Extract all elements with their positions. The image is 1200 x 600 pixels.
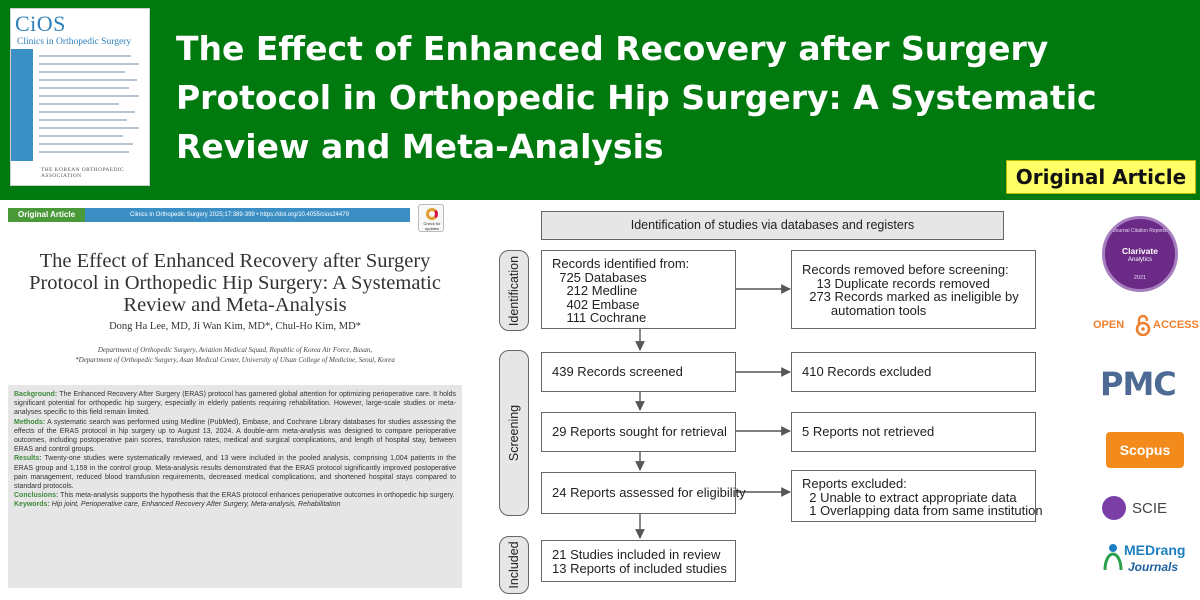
- article-type-label: Original Article: [8, 208, 85, 222]
- cover-society-name: THE KOREAN ORTHOPAEDIC ASSOCIATION: [41, 167, 125, 179]
- open-access-badge[interactable]: [1093, 310, 1199, 340]
- records-excluded-box: [791, 352, 1036, 392]
- box-text: 29 Reports sought for retrieval: [552, 424, 727, 439]
- scie-badge[interactable]: [1102, 496, 1192, 522]
- original-article-badge: Original Article: [1006, 160, 1196, 194]
- scie-sphere-icon: [1102, 496, 1126, 520]
- article-authors: Dong Ha Lee, MD, Ji Wan Kim, MD*, Chul-Ho Kim, MD*: [109, 321, 361, 332]
- article-first-page: [0, 200, 470, 600]
- clarivate-top-label: Journal Citation Reports: [1113, 228, 1167, 234]
- cover-color-band: [11, 49, 33, 161]
- box-text: 24 Reports assessed for eligibility: [552, 485, 746, 500]
- abstract-heading: Methods:: [14, 418, 46, 426]
- header-banner: [0, 0, 1200, 200]
- scie-label: SCIE: [1132, 500, 1168, 517]
- abstract-heading: Background:: [14, 391, 58, 398]
- check-updates-label: Check for updates: [423, 221, 441, 231]
- box-text: Records removed before screening: 13 Duplicate records removed 273 Records marked as ineligible by automation tools: [802, 262, 1019, 318]
- records-screened-box: [541, 352, 736, 392]
- cover-text-line: [39, 135, 123, 137]
- cover-text-line: [39, 143, 133, 145]
- stage-label: Included: [507, 541, 521, 589]
- cover-text-line: [39, 127, 139, 129]
- abstract-text: Twenty-one studies were systematically reviewed, and 13 were included in the pooled analysis, comprising 1,004 patients in the ERAS group and 1,159 in the control group. Meta-analysis results demonstrated that the ERAS protocol significantly improved postoperative pain management, reduced blood transfusion requirements, decreased medical complications, and shortened hospital stays compared to standard protocols.: [14, 455, 456, 491]
- abstract-methods: [14, 418, 456, 455]
- banner-title: The Effect of Enhanced Recovery after Surgery Protocol in Orthopedic Hip Surgery: A Systematic Review and Meta-Analysis: [176, 29, 1097, 166]
- cover-logo: CiOS: [15, 11, 66, 36]
- abstract-heading: Keywords:: [14, 501, 50, 509]
- clarivate-badge[interactable]: [1102, 216, 1178, 292]
- records-removed-box: [791, 250, 1036, 329]
- check-updates-icon: [426, 208, 438, 220]
- cover-text-line: [39, 111, 135, 113]
- abstract-background: [14, 390, 456, 418]
- records-identified-box: [541, 250, 736, 329]
- stage-included: [499, 536, 529, 594]
- medrang-logo[interactable]: [1102, 540, 1194, 580]
- studies-included-box: [541, 540, 736, 582]
- reports-excluded-box: [791, 470, 1043, 522]
- cover-journal-name: Clinics in Orthopedic Surgery: [17, 37, 132, 47]
- reports-not-retrieved-box: [791, 412, 1036, 452]
- cover-text-line: [39, 95, 139, 97]
- box-text: 21 Studies included in review 13 Reports of included studies: [552, 547, 727, 576]
- cover-text-line: [39, 103, 119, 105]
- stage-label: Identification: [507, 255, 521, 326]
- abstract-conclusions: [14, 491, 456, 500]
- article-title: The Effect of Enhanced Recovery after Surgery Protocol in Orthopedic Hip Surgery: A Systematic Review and Meta-Analysis: [29, 250, 441, 316]
- prisma-header: Identification of studies via databases and registers: [541, 211, 1004, 240]
- affiliation-line: *Department of Orthopedic Surgery, Asan Medical Center, University of Ulsan College of Medicine, Seoul, Korea: [75, 355, 395, 364]
- reports-assessed-box: [541, 472, 746, 514]
- stage-identification: [499, 250, 529, 331]
- medrang-person-icon: [1102, 542, 1124, 572]
- prisma-flow-diagram: [486, 200, 1076, 600]
- abstract-keywords: [14, 500, 456, 509]
- open-access-label: OPEN: [1093, 319, 1125, 331]
- open-access-label: ACCESS: [1153, 319, 1199, 331]
- pmc-logo[interactable]: PMC: [1100, 365, 1176, 403]
- indexing-badges: [1080, 200, 1200, 600]
- box-text: 5 Reports not retrieved: [802, 424, 935, 439]
- stage-label: Screening: [507, 404, 521, 462]
- stage-screening: [499, 350, 529, 516]
- medrang-sub: Journals: [1128, 560, 1179, 574]
- abstract-box: [8, 385, 462, 588]
- abstract-results: [14, 454, 456, 491]
- clarivate-name: Clarivate: [1122, 246, 1158, 256]
- cover-text-line: [39, 55, 131, 57]
- box-text: 410 Records excluded: [802, 364, 932, 379]
- abstract-text: A systematic search was performed using Medline (PubMed), Embase, and Cochrane Library databases for studies assessing the effects of the ERAS protocol in hip surgery up to August 13, 2024. A double-arm meta-analysis was designed to compare perioperative outcomes, including postoperative pain scores, transfusion rates, medical and surgical complications, and length of hospital stay, between ERAS and control groups.: [14, 418, 457, 454]
- medrang-name: MEDrang: [1124, 542, 1186, 558]
- open-lock-icon: [1135, 314, 1151, 336]
- reports-sought-box: [541, 412, 736, 452]
- article-affiliations: [10, 346, 460, 365]
- abstract-text: The Enhanced Recovery After Surgery (ERAS) protocol has garnered global attention for optimizing perioperative care. It holds significant potential for orthopedic hip surgery, especially in elderly patients requiring rehabilitation. However, large-scale studies or meta-analyses specific to this field remain limited.: [14, 391, 456, 417]
- box-text: Records identified from: 725 Databases 212 Medline 402 Embase 111 Cochrane: [552, 256, 690, 325]
- article-header-bar: [8, 208, 410, 222]
- cover-text-line: [39, 87, 129, 89]
- scopus-badge[interactable]: Scopus: [1106, 432, 1184, 468]
- journal-cover-image: [10, 8, 150, 186]
- cover-text-line: [39, 63, 139, 65]
- cover-text-line: [39, 119, 127, 121]
- article-citation[interactable]: Clinics in Orthopedic Surgery 2025;17:389-399 • https://doi.org/10.4055/cios24479: [130, 212, 349, 218]
- box-text: Reports excluded: 2 Unable to extract appropriate data 1 Overlapping data from same institution: [802, 476, 1043, 518]
- affiliation-line: Department of Orthopedic Surgery, Aviation Medical Squad, Republic of Korea Air Force, Busan,: [97, 346, 373, 354]
- cover-text-line: [39, 71, 125, 73]
- clarivate-year: 2021: [1133, 275, 1147, 281]
- clarivate-sub: Analytics: [1127, 257, 1152, 263]
- abstract-text: This meta-analysis supports the hypothesis that the ERAS protocol enhances perioperative outcomes in orthopedic hip surgery.: [60, 492, 455, 500]
- box-text: 439 Records screened: [552, 364, 683, 379]
- abstract-heading: Conclusions:: [14, 492, 59, 500]
- abstract-heading: Results:: [14, 455, 42, 463]
- cover-text-line: [39, 151, 129, 153]
- abstract-text: Hip joint, Perioperative care, Enhanced Recovery After Surgery, Meta-analysis, Rehabilitation: [51, 501, 341, 509]
- check-for-updates-button[interactable]: [418, 204, 444, 232]
- cover-text-line: [39, 79, 137, 81]
